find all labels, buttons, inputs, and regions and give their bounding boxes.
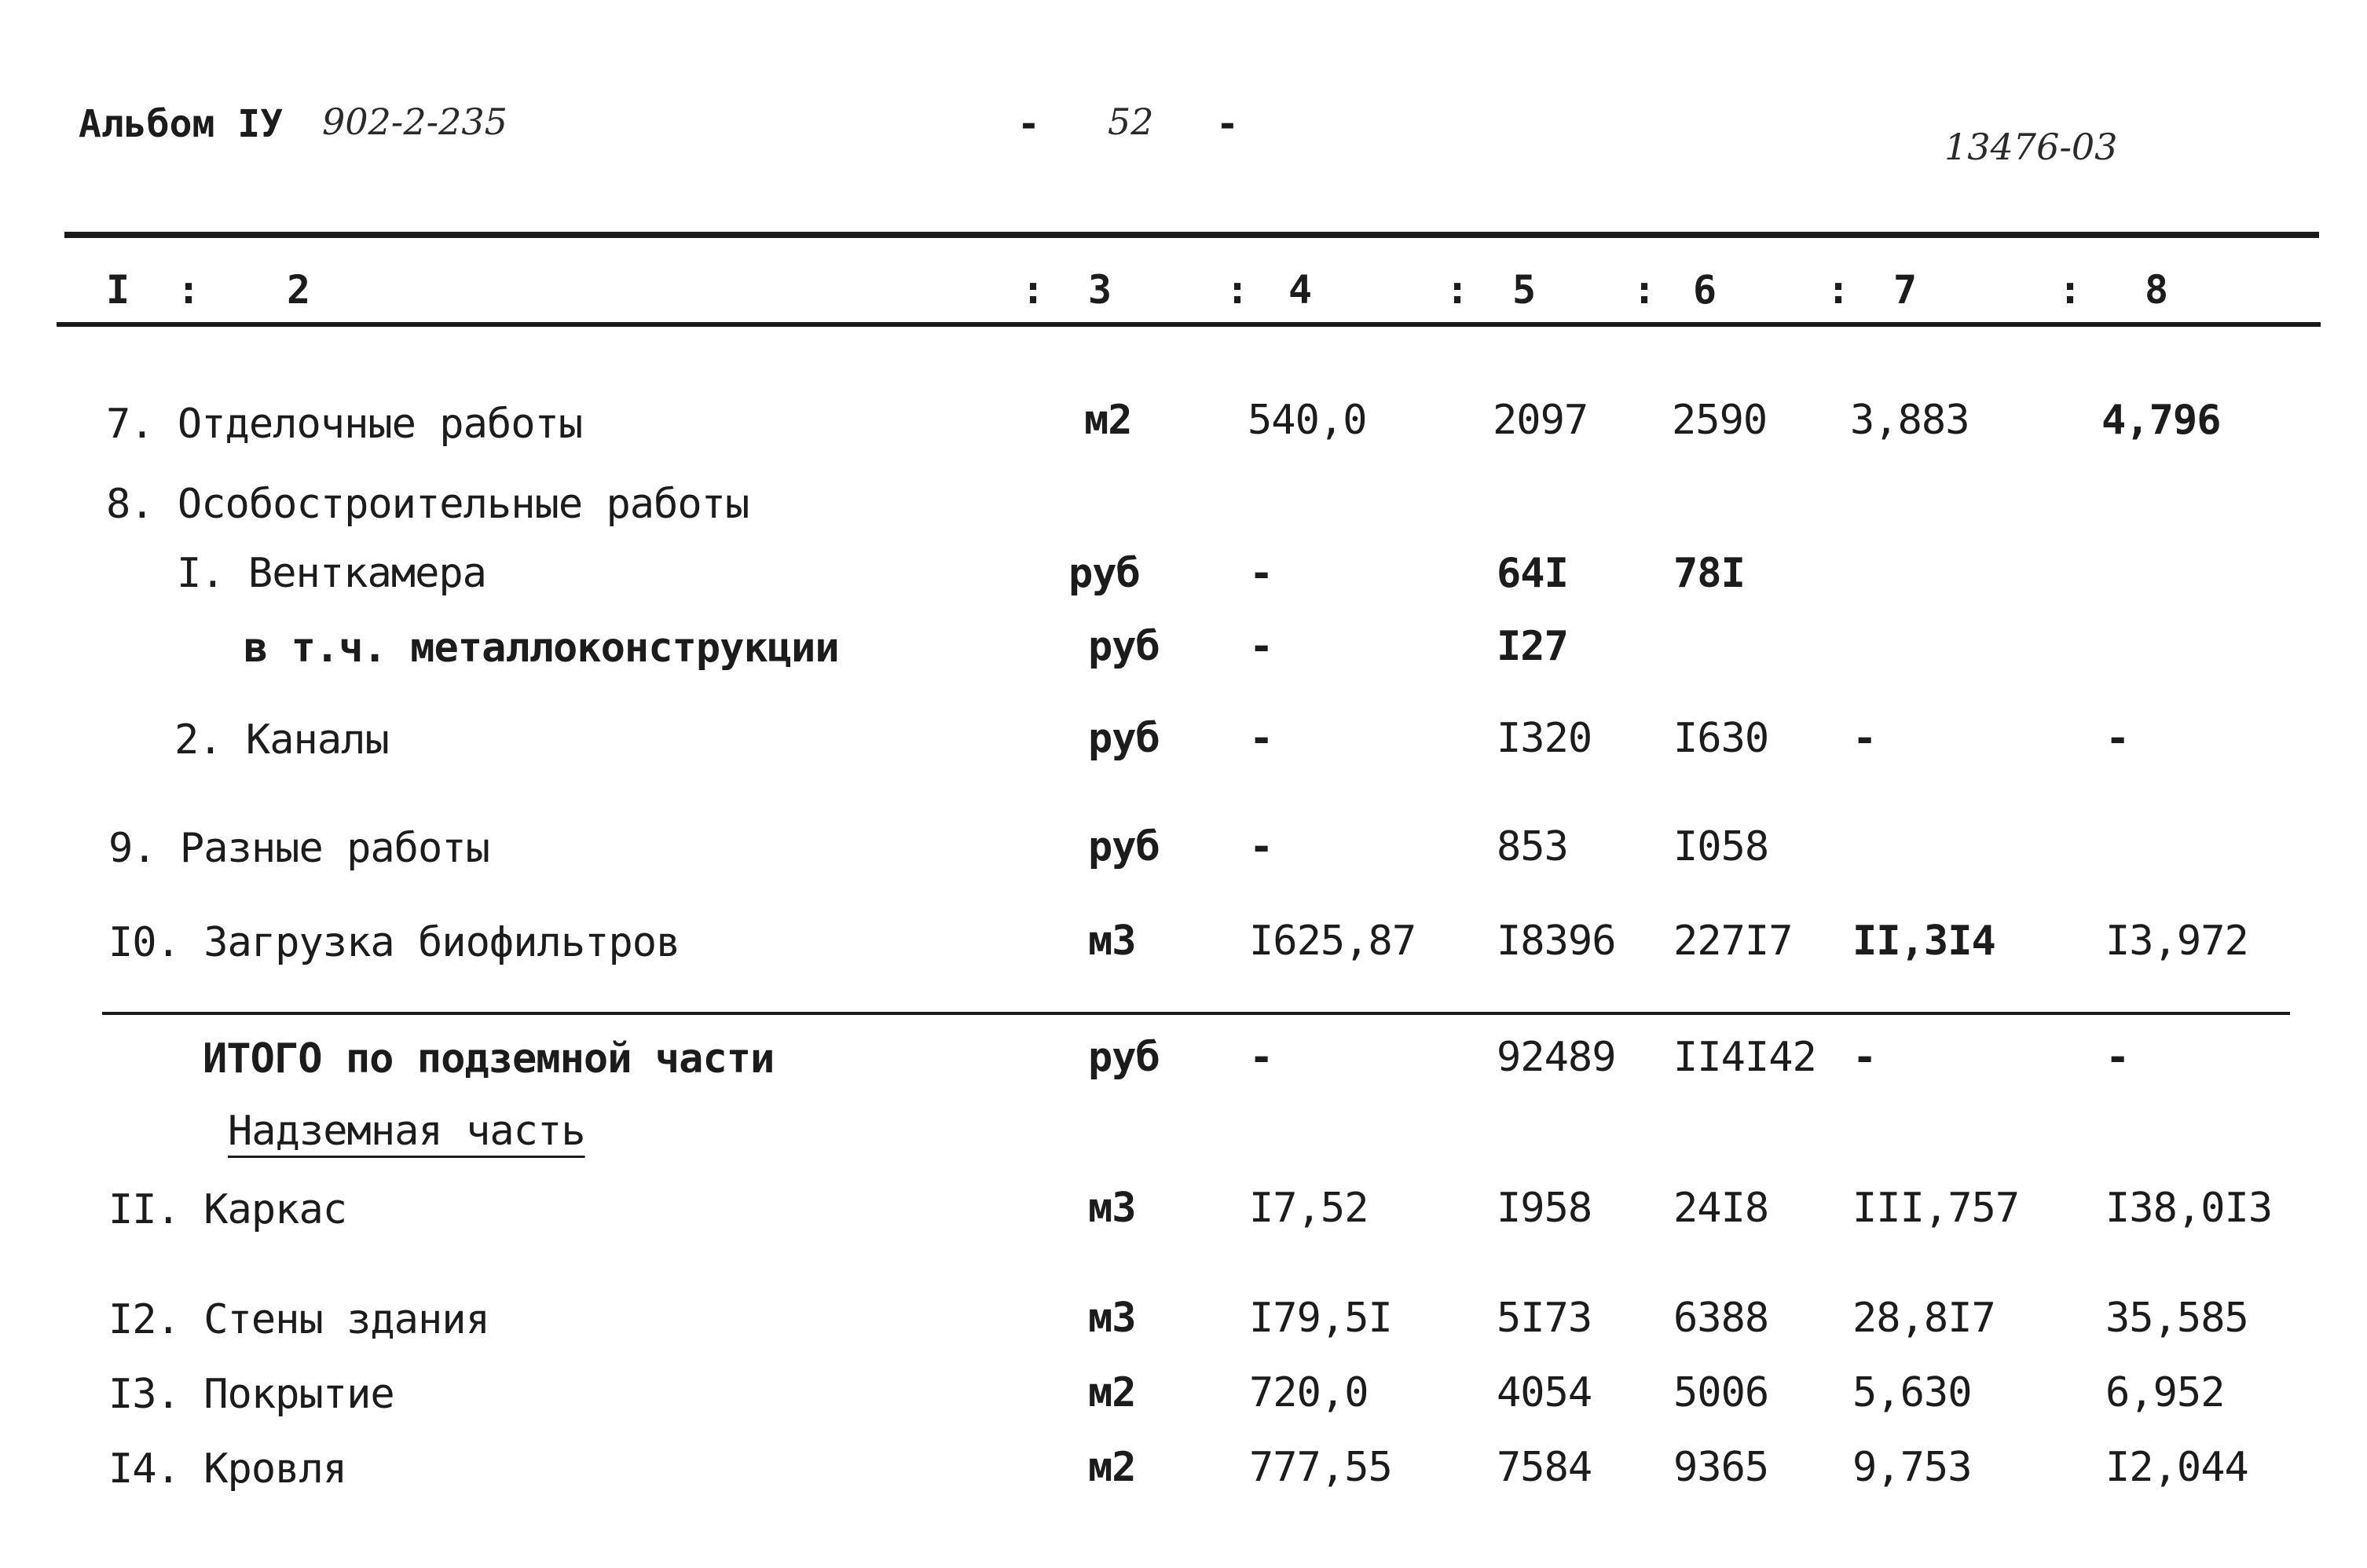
column-header-7: 7 xyxy=(1893,267,1918,313)
row-col6: 24I8 xyxy=(1673,1185,1769,1232)
row-col6: 5006 xyxy=(1673,1369,1769,1416)
row-col7: III,757 xyxy=(1852,1185,2020,1232)
row-col4: I625,87 xyxy=(1249,918,1416,965)
row-col6: 9365 xyxy=(1673,1444,1769,1491)
row-col8: 35,585 xyxy=(2105,1295,2248,1342)
row-col6: 6388 xyxy=(1673,1295,1769,1342)
column-header-5: 5 xyxy=(1512,267,1537,313)
row-name: в т.ч. металлоконструкции xyxy=(244,625,839,672)
row-col6: I058 xyxy=(1673,823,1769,870)
row-unit: руб xyxy=(1088,1034,1160,1081)
row-col4: 540,0 xyxy=(1248,397,1367,444)
row-unit: м2 xyxy=(1088,1444,1136,1491)
row-col6: II4I42 xyxy=(1673,1034,1816,1081)
row-col5: 64I xyxy=(1497,550,1568,597)
column-header-rule xyxy=(57,322,2321,327)
row-name: I3. Покрытие xyxy=(108,1371,394,1418)
row-col4: I79,5I xyxy=(1249,1295,1392,1342)
row-col8: I2,044 xyxy=(2105,1444,2248,1491)
row-col4: - xyxy=(1249,1034,1273,1081)
row-name: II. Каркас xyxy=(108,1186,347,1233)
row-unit: руб xyxy=(1088,715,1160,762)
row-col7: - xyxy=(1852,1034,1877,1081)
row-col7: II,3I4 xyxy=(1852,918,1995,965)
column-header-2: 2 xyxy=(287,267,311,313)
row-name: I2. Стены здания xyxy=(108,1296,489,1343)
row-unit: м2 xyxy=(1084,397,1132,444)
row-col5: 4054 xyxy=(1497,1369,1592,1416)
section-title: Надземная часть xyxy=(228,1108,585,1155)
column-separator: : xyxy=(177,267,201,313)
table-top-rule xyxy=(64,232,2319,238)
row-col5: 92489 xyxy=(1497,1034,1616,1081)
row-col5: 5I73 xyxy=(1497,1295,1592,1342)
column-separator: : xyxy=(1827,267,1851,313)
column-header-1: I xyxy=(106,267,130,313)
row-col6: 2590 xyxy=(1672,397,1768,444)
row-unit: м3 xyxy=(1088,1185,1136,1232)
row-col8: - xyxy=(2105,1034,2130,1081)
subtotal-rule xyxy=(102,1012,2290,1015)
row-col8: 6,952 xyxy=(2105,1369,2225,1416)
row-name: I4. Кровля xyxy=(108,1445,347,1493)
row-unit: м3 xyxy=(1088,1295,1136,1342)
row-col5: I320 xyxy=(1497,715,1592,762)
row-col5: 7584 xyxy=(1497,1444,1592,1491)
row-col7: - xyxy=(1852,715,1877,762)
album-number: 902-2-235 xyxy=(322,101,507,143)
row-col6: 227I7 xyxy=(1673,918,1793,965)
row-name: 7. Отделочные работы xyxy=(106,401,583,448)
page-dash-left: - xyxy=(1017,102,1040,146)
page-number: 52 xyxy=(1108,101,1154,143)
row-name: 9. Разные работы xyxy=(108,825,489,872)
row-unit: м2 xyxy=(1088,1369,1136,1416)
row-col8: I3,972 xyxy=(2105,918,2248,965)
row-col5: I27 xyxy=(1497,623,1568,670)
row-col5: 853 xyxy=(1497,823,1568,870)
page-dash-right: - xyxy=(1216,102,1239,146)
document-code: 13476-03 xyxy=(1944,126,2118,168)
row-unit: руб xyxy=(1068,550,1140,597)
row-unit: руб xyxy=(1088,823,1160,870)
row-col6: 78I xyxy=(1673,550,1745,597)
row-col4: - xyxy=(1249,823,1273,870)
row-col4: - xyxy=(1249,550,1273,597)
row-name: 8. Особостроительные работы xyxy=(106,481,749,528)
column-separator: : xyxy=(1226,267,1250,313)
row-col7: 28,8I7 xyxy=(1852,1295,1995,1342)
row-name: ИТОГО по подземной части xyxy=(203,1035,775,1083)
row-col8: - xyxy=(2105,715,2130,762)
column-header-8: 8 xyxy=(2145,267,2169,313)
row-name: I. Венткамера xyxy=(177,550,486,597)
row-col6: I630 xyxy=(1673,715,1769,762)
column-header-4: 4 xyxy=(1288,267,1313,313)
row-col7: 5,630 xyxy=(1852,1369,1972,1416)
row-col4: 720,0 xyxy=(1249,1369,1369,1416)
row-col5: I958 xyxy=(1497,1185,1592,1232)
column-header-3: 3 xyxy=(1088,267,1112,313)
row-name: 2. Каналы xyxy=(174,716,389,764)
row-col7: 9,753 xyxy=(1852,1444,1972,1491)
row-col8: 4,796 xyxy=(2101,397,2221,444)
row-unit: м3 xyxy=(1088,918,1136,965)
column-separator: : xyxy=(1445,267,1470,313)
row-col4: - xyxy=(1249,623,1273,670)
row-col4: - xyxy=(1249,715,1273,762)
row-col4: 777,55 xyxy=(1249,1444,1392,1491)
row-name: I0. Загрузка биофильтров xyxy=(108,919,680,966)
column-separator: : xyxy=(1632,267,1657,313)
row-col7: 3,883 xyxy=(1850,397,1969,444)
row-col5: I8396 xyxy=(1497,918,1616,965)
column-separator: : xyxy=(2058,267,2083,313)
album-label: Альбом IУ xyxy=(79,102,284,146)
column-separator: : xyxy=(1021,267,1046,313)
row-col5: 2097 xyxy=(1493,397,1588,444)
row-col4: I7,52 xyxy=(1249,1185,1369,1232)
column-header-6: 6 xyxy=(1693,267,1717,313)
row-col8: I38,0I3 xyxy=(2105,1185,2273,1232)
row-unit: руб xyxy=(1088,623,1160,670)
